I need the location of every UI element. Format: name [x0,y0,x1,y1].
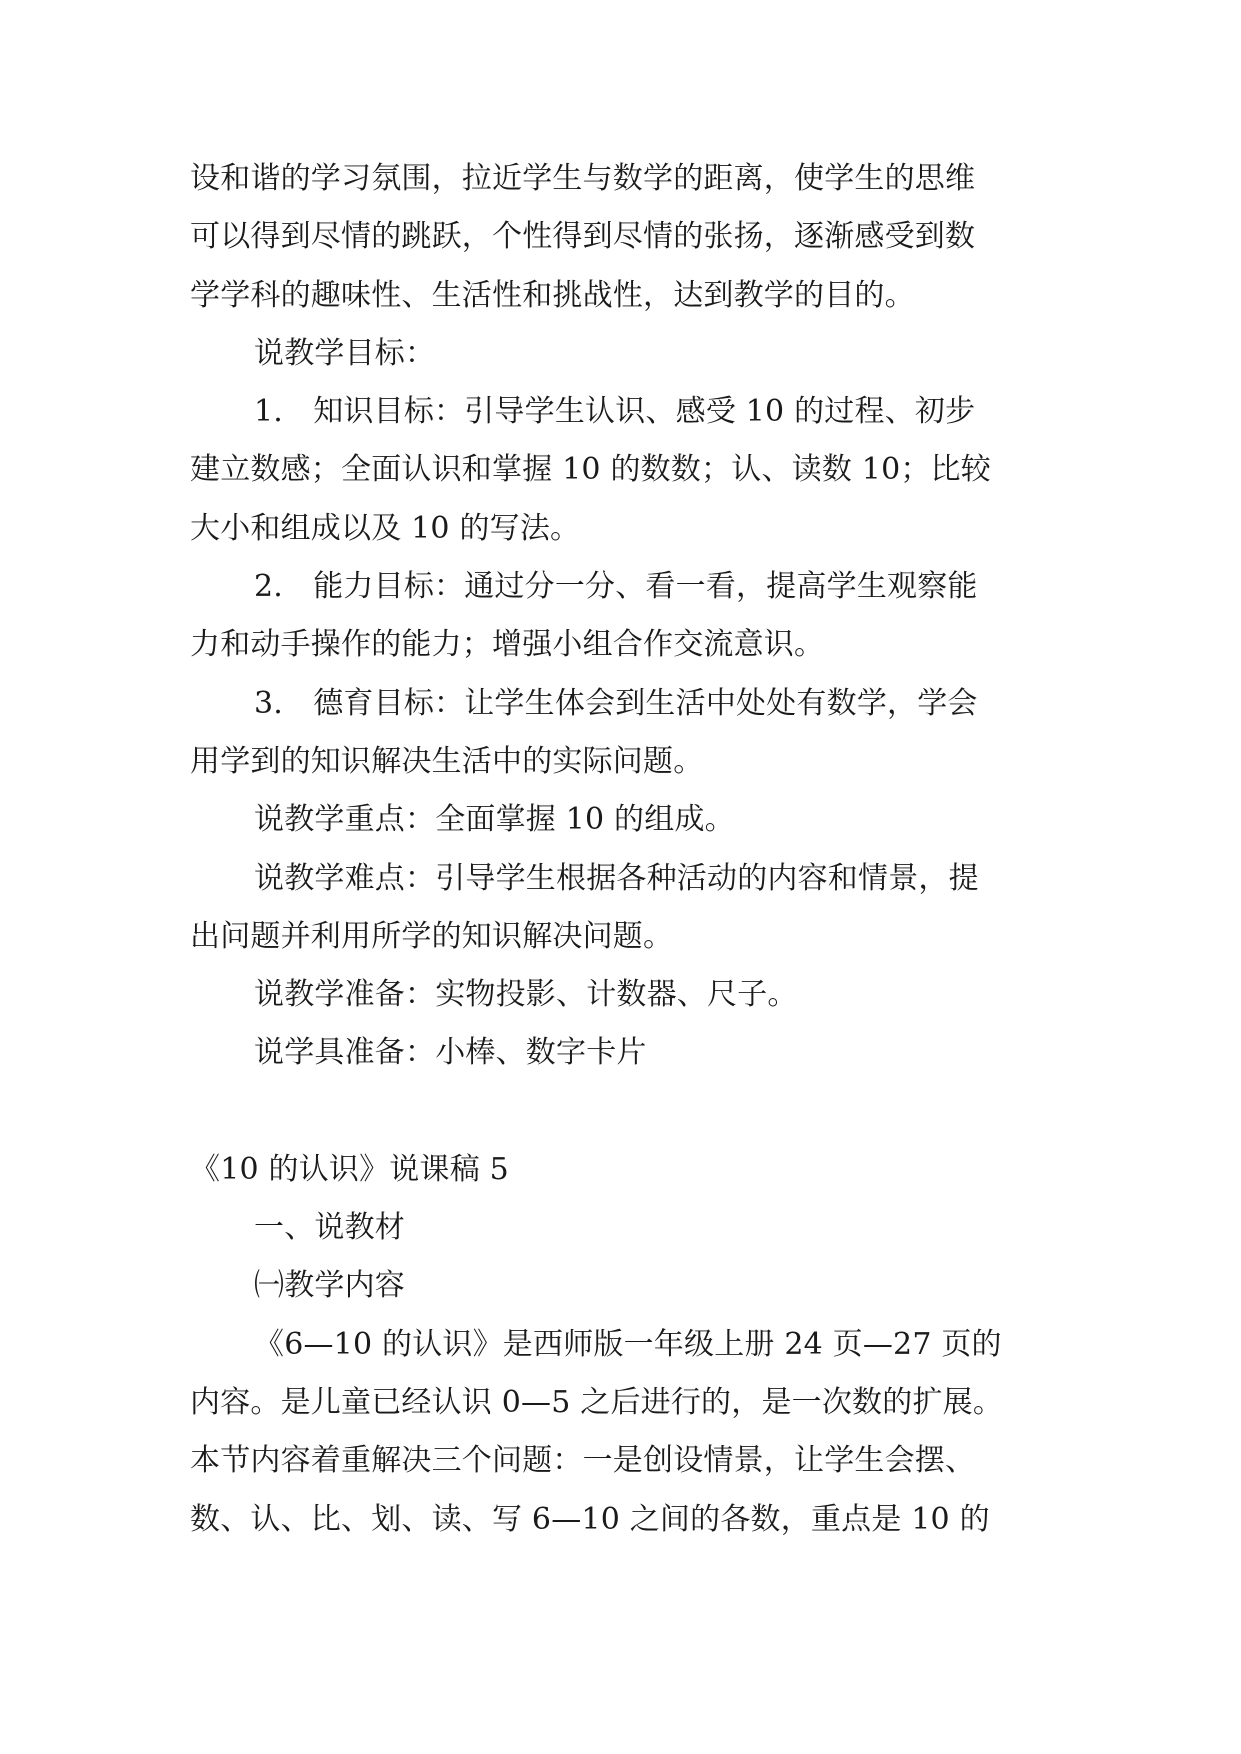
paragraph-line: 说教学重点：全面掌握 10 的组成。 [254,802,735,838]
paragraph-line: 可以得到尽情的跳跃，个性得到尽情的张扬，逐渐感受到数 [190,219,976,255]
section-heading: 一、说教材 [254,1210,405,1246]
document-page [190,150,1050,1549]
paragraph-line: 内容。是儿童已经认识 0—5 之后进行的，是一次数的扩展。 [190,1384,1004,1420]
document-title: 《10 的认识》说课稿 5 [190,1151,509,1187]
paragraph-line: 《6—10 的认识》是西师版一年级上册 24 页—27 页的 [254,1326,1002,1362]
list-item-line: 3. 德育目标：让学生体会到生活中处处有数学，学会 [254,685,978,721]
paragraph-line: 大小和组成以及 10 的写法。 [190,510,581,546]
paragraph-line: 出问题并利用所学的知识解决问题。 [190,918,674,954]
paragraph-line: 说教学准备：实物投影、计数器、尺子。 [254,977,798,1013]
paragraph-line: 学学科的趣味性、生活性和挑战性，达到教学的目的。 [190,277,915,313]
blank-gap [190,1083,1050,1141]
paragraph-line: 建立数感；全面认识和掌握 10 的数数；认、读数 10；比较 [190,452,991,488]
paragraph-line: 本节内容着重解决三个问题：一是创设情景，让学生会摆、 [190,1443,976,1479]
paragraph-line: 说教学难点：引导学生根据各种活动的内容和情景，提 [254,860,979,896]
paragraph-line: 力和动手操作的能力；增强小组合作交流意识。 [190,627,825,663]
paragraph-line: 用学到的知识解决生活中的实际问题。 [190,743,704,779]
list-item-line: 2. 能力目标：通过分一分、看一看，提高学生观察能 [254,569,978,605]
paragraph-line: 设和谐的学习氛围，拉近学生与数学的距离，使学生的思维 [190,161,976,196]
paragraph-line: 数、认、比、划、读、写 6—10 之间的各数，重点是 10 的 [190,1501,990,1537]
section-heading: 说教学目标： [254,335,436,371]
list-item-line: 1. 知识目标：引导学生认识、感受 10 的过程、初步 [254,394,976,430]
subsection-heading: ㈠教学内容 [254,1268,405,1304]
paragraph-line: 说学具准备：小棒、数字卡片 [254,1035,647,1071]
